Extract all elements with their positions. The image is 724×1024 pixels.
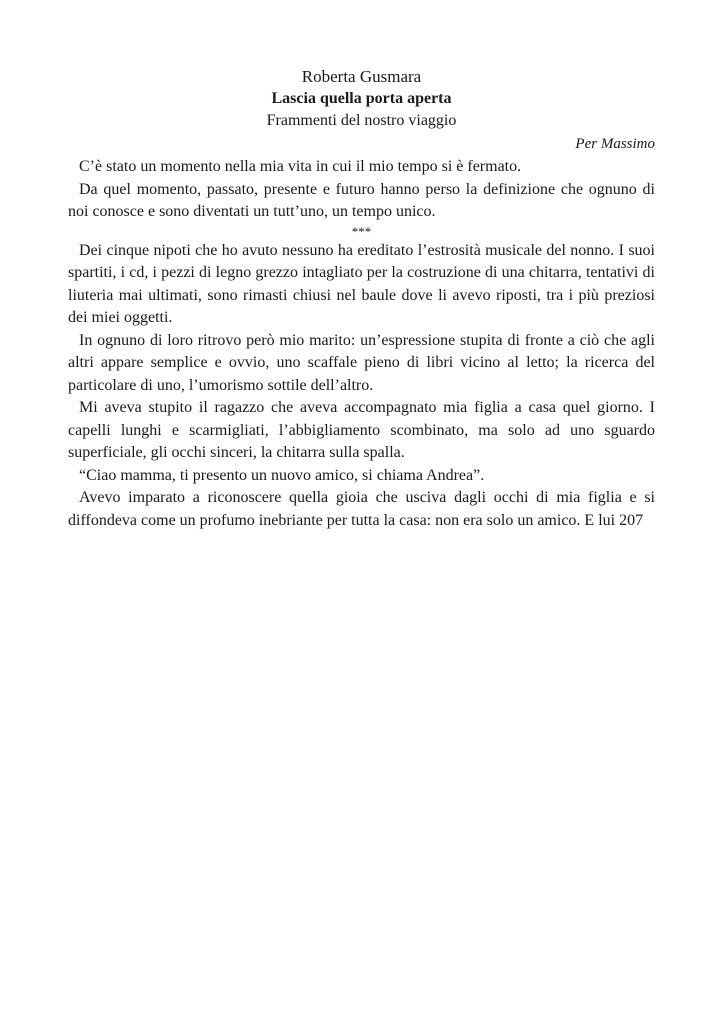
paragraph-7: Avevo imparato a riconoscere quella gioia che usciva dagli occhi di mia figlia e si diffondeva come un profumo inebriante per tutta la casa: non era solo un amico. E lui 207	[68, 489, 655, 529]
paragraph-1: C’è stato un momento nella mia vita in cui il mio tempo si è fermato.	[79, 158, 522, 175]
book-title: Lascia quella porta aperta	[271, 90, 452, 107]
author-name: Roberta Gusmara	[301, 67, 422, 86]
paragraph-6: “Ciao mamma, ti presento un nuovo amico, si chiama Andrea”.	[79, 466, 485, 484]
paragraph-2: Da quel momento, passato, presente e futuro hanno perso la definizione che ognuno di noi conosce e sono diventati un tutt’uno, un tempo unico.	[68, 180, 655, 220]
section-separator: ***	[351, 223, 372, 239]
dedication: Per Massimo	[575, 136, 655, 152]
page-content	[68, 66, 655, 532]
book-subtitle: Frammenti del nostro viaggio	[266, 112, 457, 129]
paragraph-4: In ognuno di loro ritrovo però mio marito: un’espressione stupita di fronte a ciò che agli altri appare semplice e ovvio, uno scaffale pieno di libri vicino al letto; la ricerca del particolare di uno, l’umorismo sottile dell’altro.	[68, 331, 655, 394]
paragraph-5: Mi aveva stupito il ragazzo che aveva accompagnato mia figlia a casa quel giorno. I capelli lunghi e scarmigliati, l’abbigliamento scombinato, ma solo ad uno sguardo superficiale, gli occhi sinceri, la chitarra sulla spalla.	[68, 399, 655, 461]
paragraph-3: Dei cinque nipoti che ho avuto nessuno ha ereditato l’estrosità musicale del nonno. I suoi spartiti, i cd, i pezzi di legno grezzo intagliato per la costruzione di una chitarra, tentativi di liuteria mai ultimati, sono rimasti chiusi nel baule dove li avevo riposti, tra i più preziosi dei miei oggetti.	[68, 241, 655, 326]
